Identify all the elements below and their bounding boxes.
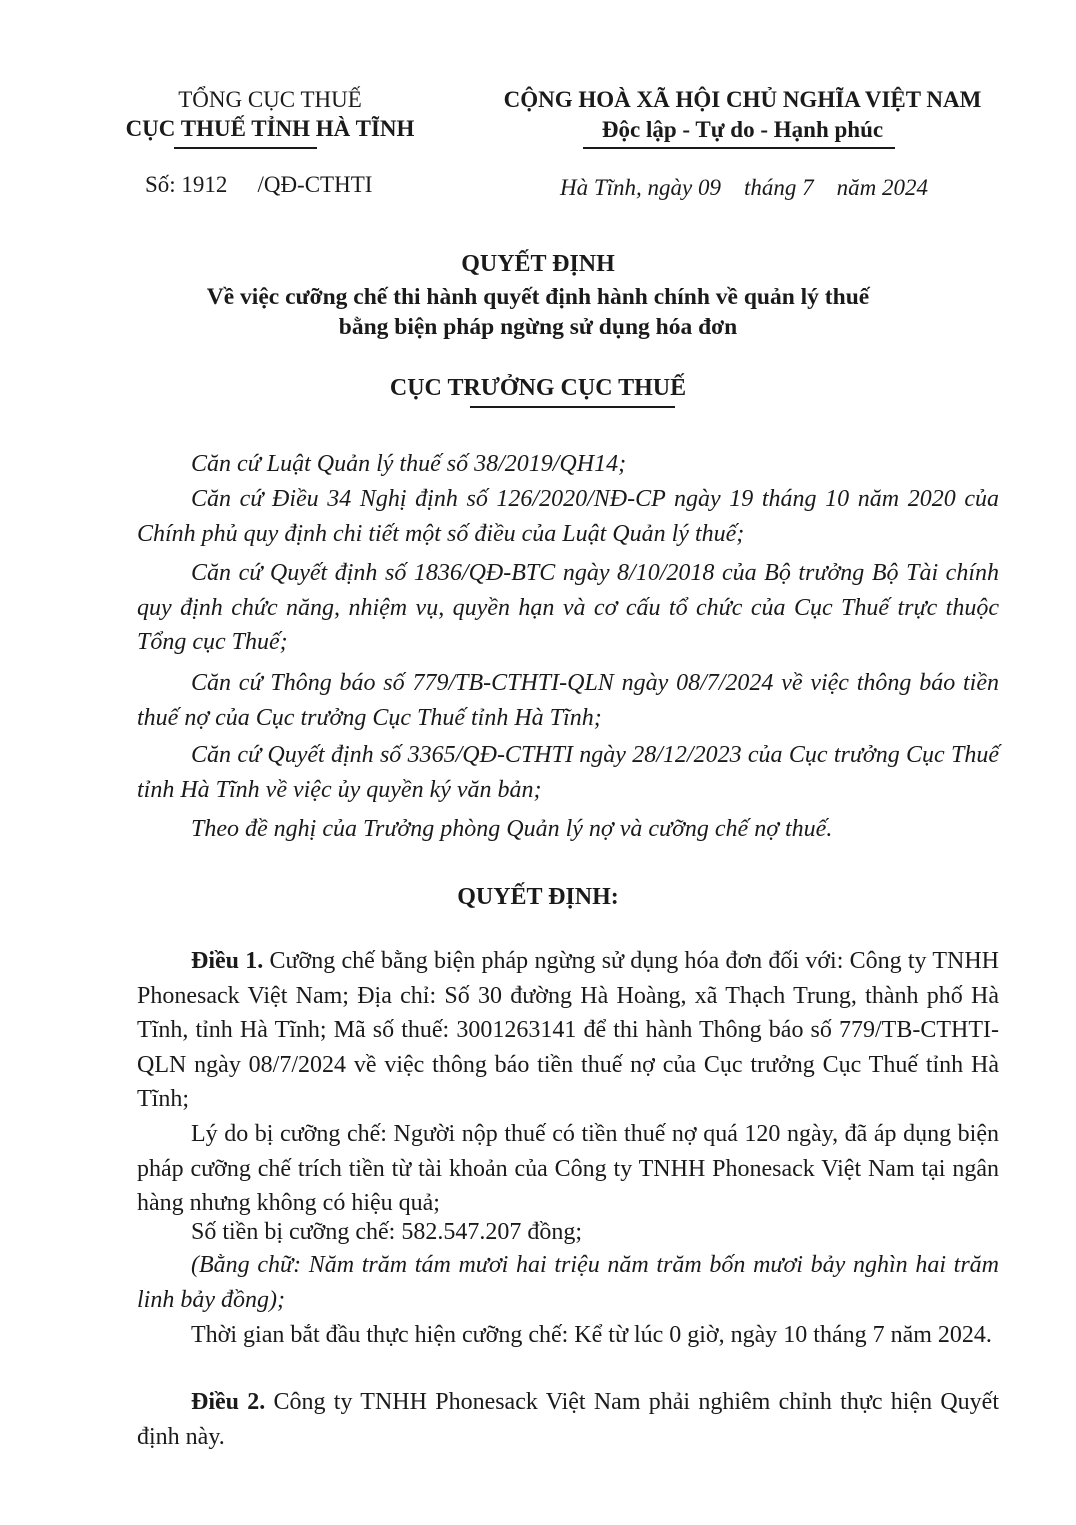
document-title: QUYẾT ĐỊNH [461,251,615,277]
basis-paragraph: Căn cứ Điều 34 Nghị định số 126/2020/NĐ-CP ngày 19 tháng 10 năm 2020 của Chính phủ quy định chi tiết một số điều của Luật Quản lý thuế; [137,486,999,547]
basis-paragraph: Căn cứ Luật Quản lý thuế số 38/2019/QH14; [191,451,627,477]
issuing-authority: CỤC TRƯỞNG CỤC THUẾ [389,375,687,401]
document-subject-line1: Về việc cưỡng chế thi hành quyết định hành chính về quản lý thuế [206,284,870,310]
article-1-reason: Lý do bị cưỡng chế: Người nộp thuế có tiền thuế nợ quá 120 ngày, đã áp dụng biện pháp cưỡng chế trích tiền từ tài khoản của Công ty TNHH Phonesack Việt Nam tại ngân hàng nhưng không có hiệu quả; [137,1121,999,1216]
article-1-amount-words: (Bằng chữ: Năm trăm tám mươi hai triệu năm trăm bốn mươi bảy nghìn hai trăm linh bảy đồng); [137,1252,999,1313]
article-1-label: Điều 1. [191,948,264,974]
article-1-start-time: Thời gian bắt đầu thực hiện cưỡng chế: Kể từ lúc 0 giờ, ngày 10 tháng 7 năm 2024. [191,1322,992,1348]
article-2-label: Điều 2. [191,1389,266,1415]
motto-underline [583,147,895,149]
document-subject-line2: bằng biện pháp ngừng sử dụng hóa đơn [338,314,738,340]
national-motto: Độc lập - Tự do - Hạnh phúc [601,117,884,142]
place-date: Hà Tĩnh, ngày 09 tháng 7 năm 2024 [560,175,928,200]
document-number-label: Số: 1912 [145,172,228,197]
agency-underline [174,147,317,149]
article-1: Điều 1. Cưỡng chế bằng biện pháp ngừng sử dụng hóa đơn đối với: Công ty TNHH Phonesack Việt Nam; Địa chỉ: Số 30 đường Hà Hoàng, xã Thạch Trung, thành phố Hà Tĩnh, tỉnh Hà Tĩnh; Mã số thuế: 3001263141 để thi hành Thông báo số 779/TB-CTHTI-QLN ngày 08/7/2024 về việc thông báo tiền thuế nợ của Cục trưởng Cục Thuế tỉnh Hà Tĩnh; [137,948,1000,1112]
basis-paragraph: Căn cứ Quyết định số 3365/QĐ-CTHTI ngày 28/12/2023 của Cục trưởng Cục Thuế tỉnh Hà Tĩnh về việc ủy quyền ký văn bản; [137,742,999,803]
document-number [145,172,372,198]
national-title: CỘNG HOÀ XÃ HỘI CHỦ NGHĨA VIỆT NAM [503,87,982,112]
decision-heading: QUYẾT ĐỊNH: [457,884,619,910]
basis-paragraph: Căn cứ Quyết định số 1836/QĐ-BTC ngày 8/10/2018 của Bộ trưởng Bộ Tài chính quy định chức năng, nhiệm vụ, quyền hạn và cơ cấu tổ chức của Cục Thuế trực thuộc Tổng cục Thuế; [137,560,999,655]
basis-paragraph: Theo đề nghị của Trưởng phòng Quản lý nợ và cưỡng chế nợ thuế. [191,816,833,842]
authority-underline [470,406,675,408]
basis-paragraph: Căn cứ Thông báo số 779/TB-CTHTI-QLN ngày 08/7/2024 về việc thông báo tiền thuế nợ của Cục trưởng Cục Thuế tỉnh Hà Tĩnh; [137,670,999,731]
document-number-code: /QĐ-CTHTI [257,172,373,197]
article-2: Điều 2. Công ty TNHH Phonesack Việt Nam phải nghiêm chỉnh thực hiện Quyết định này. [137,1389,999,1450]
agency-parent: TỔNG CỤC THUẾ [178,87,362,112]
article-1-amount: Số tiền bị cưỡng chế: 582.547.207 đồng; [191,1219,582,1245]
agency-name: CỤC THUẾ TỈNH HÀ TĨNH [125,116,415,141]
